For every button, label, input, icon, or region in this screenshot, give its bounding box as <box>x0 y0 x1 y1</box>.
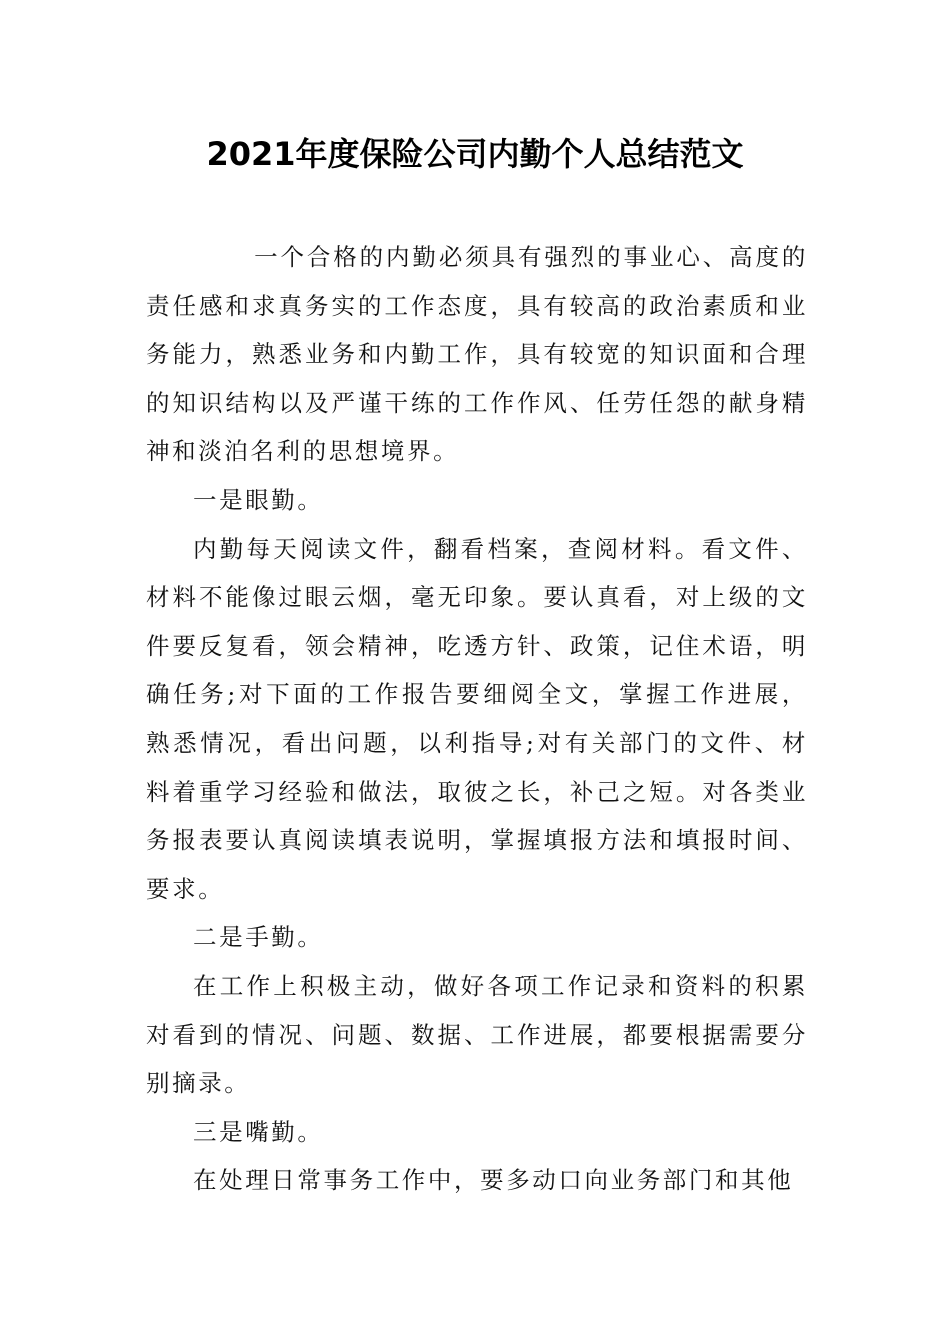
document-body <box>146 233 808 1205</box>
paragraph-hand: 在工作上积极主动，做好各项工作记录和资料的积累对看到的情况、问题、数据、工作进展，都要根据需要分别摘录。 <box>146 971 808 1098</box>
section-heading-mouth: 三是嘴勤。 <box>193 1117 324 1146</box>
paragraph-eye: 内勤每天阅读文件，翻看档案，查阅材料。看文件、材料不能像过眼云烟，毫无印象。要认真看，对上级的文件要反复看，领会精神，吃透方针、政策，记住术语，明确任务;对下面的工作报告要细阅全文，掌握工作进展，熟悉情况，看出问题，以利指导;对有关部门的文件、材料着重学习经验和做法，取彼之长，补己之短。对各类业务报表要认真阅读填表说明，掌握填报方法和填报时间、要求。 <box>146 534 808 903</box>
paragraph-mouth: 在处理日常事务工作中，要多动口向业务部门和其他 <box>193 1166 794 1195</box>
section-heading-eye: 一是眼勤。 <box>193 485 324 514</box>
paragraph-intro: 一个合格的内勤必须具有强烈的事业心、高度的责任感和求真务实的工作态度，具有较高的政治素质和业务能力，熟悉业务和内勤工作，具有较宽的知识面和合理的知识结构以及严谨干练的工作作风、任劳任怨的献身精神和淡泊名利的思想境界。 <box>146 243 808 466</box>
section-heading-hand: 二是手勤。 <box>193 923 324 952</box>
document-title: 2021年度保险公司内勤个人总结范文 <box>206 135 744 173</box>
